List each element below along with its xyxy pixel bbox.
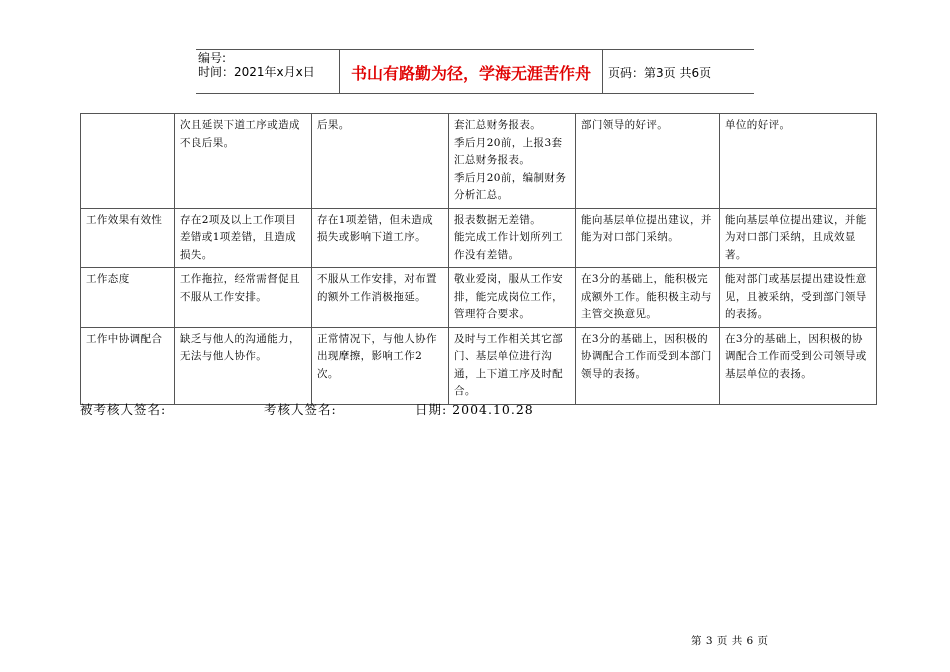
table-cell: 能向基层单位提出建议，并能为对口部门采纳，且成效显著。 [720,208,877,268]
examinee-signature-label: 被考核人签名: [80,402,167,417]
table-cell: 能向基层单位提出建议，并能为对口部门采纳。 [576,208,720,268]
table-row [81,268,877,328]
table-row [81,327,877,404]
table-cell: 报表数据无差错。 能完成工作计划所列工作没有差错。 [449,208,576,268]
time-label: 时间：2021年x月x日 [198,65,315,79]
row-criterion-cell: 工作态度 [81,268,175,328]
table-cell: 不服从工作安排，对布置的额外工作消极拖延。 [312,268,449,328]
row-criterion-cell [81,114,175,209]
motto-cell [339,49,603,93]
motto: 书山有路勤为径，学海无涯苦作舟 [350,64,591,83]
header-bottom-rule [196,93,754,94]
page-footer: 第 3 页 共 6 页 [691,635,769,647]
table-cell: 次且延误下道工序或造成不良后果。 [175,114,312,209]
table-cell: 套汇总财务报表。 季后月20前，上报3套汇总财务报表。 季后月20前，编制财务分析汇总。 [449,114,576,209]
table-row [81,114,877,209]
table-cell: 敬业爱岗，服从工作安排，能完成岗位工作，管理符合要求。 [449,268,576,328]
table-cell: 缺乏与他人的沟通能力，无法与他人协作。 [175,327,312,404]
table-cell: 在3分的基础上，能积极完成额外工作。能积极主动与主管交换意见。 [576,268,720,328]
assessment-table [80,113,877,405]
table-cell: 正常情况下，与他人协作出现摩擦，影响工作2次。 [312,327,449,404]
table-cell: 单位的好评。 [720,114,877,209]
table-cell: 后果。 [312,114,449,209]
number-label: 编号: [198,51,227,65]
table-cell: 在3分的基础上，因积极的协调配合工作而受到公司领导或基层单位的表扬。 [720,327,877,404]
table-cell: 存在2项及以上工作项目差错或1项差错，且造成损失。 [175,208,312,268]
document-header [196,49,754,94]
row-criterion-cell: 工作效果有效性 [81,208,175,268]
table-cell: 部门领导的好评。 [576,114,720,209]
table-cell: 能对部门或基层提出建设性意见，且被采纳，受到部门领导的表扬。 [720,268,877,328]
table-cell: 及时与工作相关其它部门、基层单位进行沟通，上下道工序及时配合。 [449,327,576,404]
header-meta [198,51,336,79]
table-cell: 工作拖拉，经常需督促且不服从工作安排。 [175,268,312,328]
table-row [81,208,877,268]
date-label: 日期: 2004.10.28 [415,402,534,417]
row-criterion-cell: 工作中协调配合 [81,327,175,404]
table-cell: 存在1项差错，但未造成损失或影响下道工序。 [312,208,449,268]
table-cell: 在3分的基础上，因积极的协调配合工作而受到本部门领导的表扬。 [576,327,720,404]
page-label: 页码：第3页 共6页 [608,66,712,80]
examiner-signature-label: 考核人签名: [264,402,337,417]
